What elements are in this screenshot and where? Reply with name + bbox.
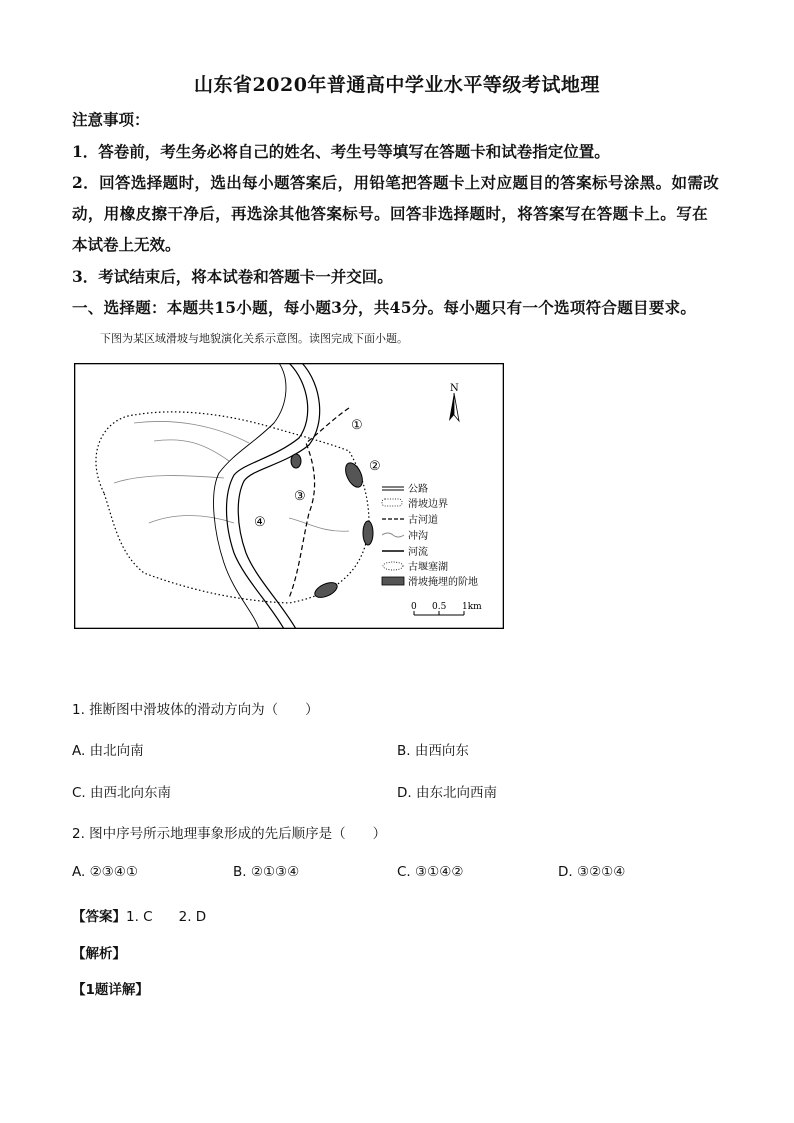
marker-3: ③ <box>294 489 306 504</box>
svg-text:1km: 1km <box>462 602 482 612</box>
buried-terrace <box>363 521 373 545</box>
notice-item: 1．答卷前，考生务必将自己的姓名、考生号等填写在答题卡和试卷指定位置。 <box>72 142 610 161</box>
answer-2: 2. D <box>178 909 207 925</box>
question-1-option-a[interactable]: A. 由北向南 <box>72 743 144 759</box>
legend-river: 河流 <box>408 547 428 558</box>
question-1-stem: 1. 推断图中滑坡体的滑动方向为（ ） <box>72 702 319 718</box>
svg-text:N: N <box>450 383 459 394</box>
question-1-option-c[interactable]: C. 由西北向东南 <box>72 785 172 801</box>
question-2-option-a[interactable]: A. ②③④① <box>72 864 138 880</box>
buried-terrace <box>291 454 301 468</box>
legend-road: 公路 <box>408 484 428 495</box>
question-2-option-d[interactable]: D. ③②①④ <box>558 864 626 880</box>
legend-terrace: 滑坡掩埋的阶地 <box>408 577 478 588</box>
detail-heading: 【1题详解】 <box>72 982 149 998</box>
svg-text:0: 0 <box>411 602 417 612</box>
notice-item: 本试卷上无效。 <box>72 235 181 254</box>
answer-label: 【答案】 <box>72 909 126 925</box>
landslide-map <box>74 363 504 629</box>
marker-2: ② <box>369 459 381 474</box>
svg-text:0.5: 0.5 <box>432 602 447 612</box>
analysis-heading: 【解析】 <box>72 946 126 962</box>
notice-heading: 注意事项： <box>72 110 150 129</box>
question-2-option-b[interactable]: B. ②①③④ <box>233 864 300 880</box>
question-1-option-d[interactable]: D. 由东北向西南 <box>397 785 497 801</box>
map-intro: 下图为某区域滑坡与地貌演化关系示意图。读图完成下面小题。 <box>100 332 408 345</box>
legend-lake: 古堰塞湖 <box>408 562 448 573</box>
question-2-stem: 2. 图中序号所示地理事象形成的先后顺序是（ ） <box>72 826 387 842</box>
answer-1: 1. C <box>126 909 153 925</box>
legend-boundary: 滑坡边界 <box>408 499 448 510</box>
notice-item: 动，用橡皮擦干净后，再选涂其他答案标号。回答非选择题时，将答案写在答题卡上。写在 <box>72 204 709 223</box>
legend-channel: 古河道 <box>408 515 438 526</box>
notice-item: 3．考试结束后，将本试卷和答题卡一并交回。 <box>72 267 393 286</box>
section-heading: 一、选择题：本题共15小题，每小题3分，共45分。每小题只有一个选项符合题目要求。 <box>72 298 697 317</box>
question-2-option-c[interactable]: C. ③①④② <box>397 864 464 880</box>
answer-line <box>72 905 206 925</box>
question-1-option-b[interactable]: B. 由西向东 <box>397 743 469 759</box>
page-title: 山东省2020年普通高中学业水平等级考试地理 <box>194 74 600 96</box>
marker-4: ④ <box>254 515 266 530</box>
marker-1: ① <box>351 418 363 433</box>
legend-gully: 冲沟 <box>408 531 428 542</box>
notice-item: 2．回答选择题时，选出每小题答案后，用铅笔把答题卡上对应题目的答案标号涂黑。如需改 <box>72 173 720 192</box>
